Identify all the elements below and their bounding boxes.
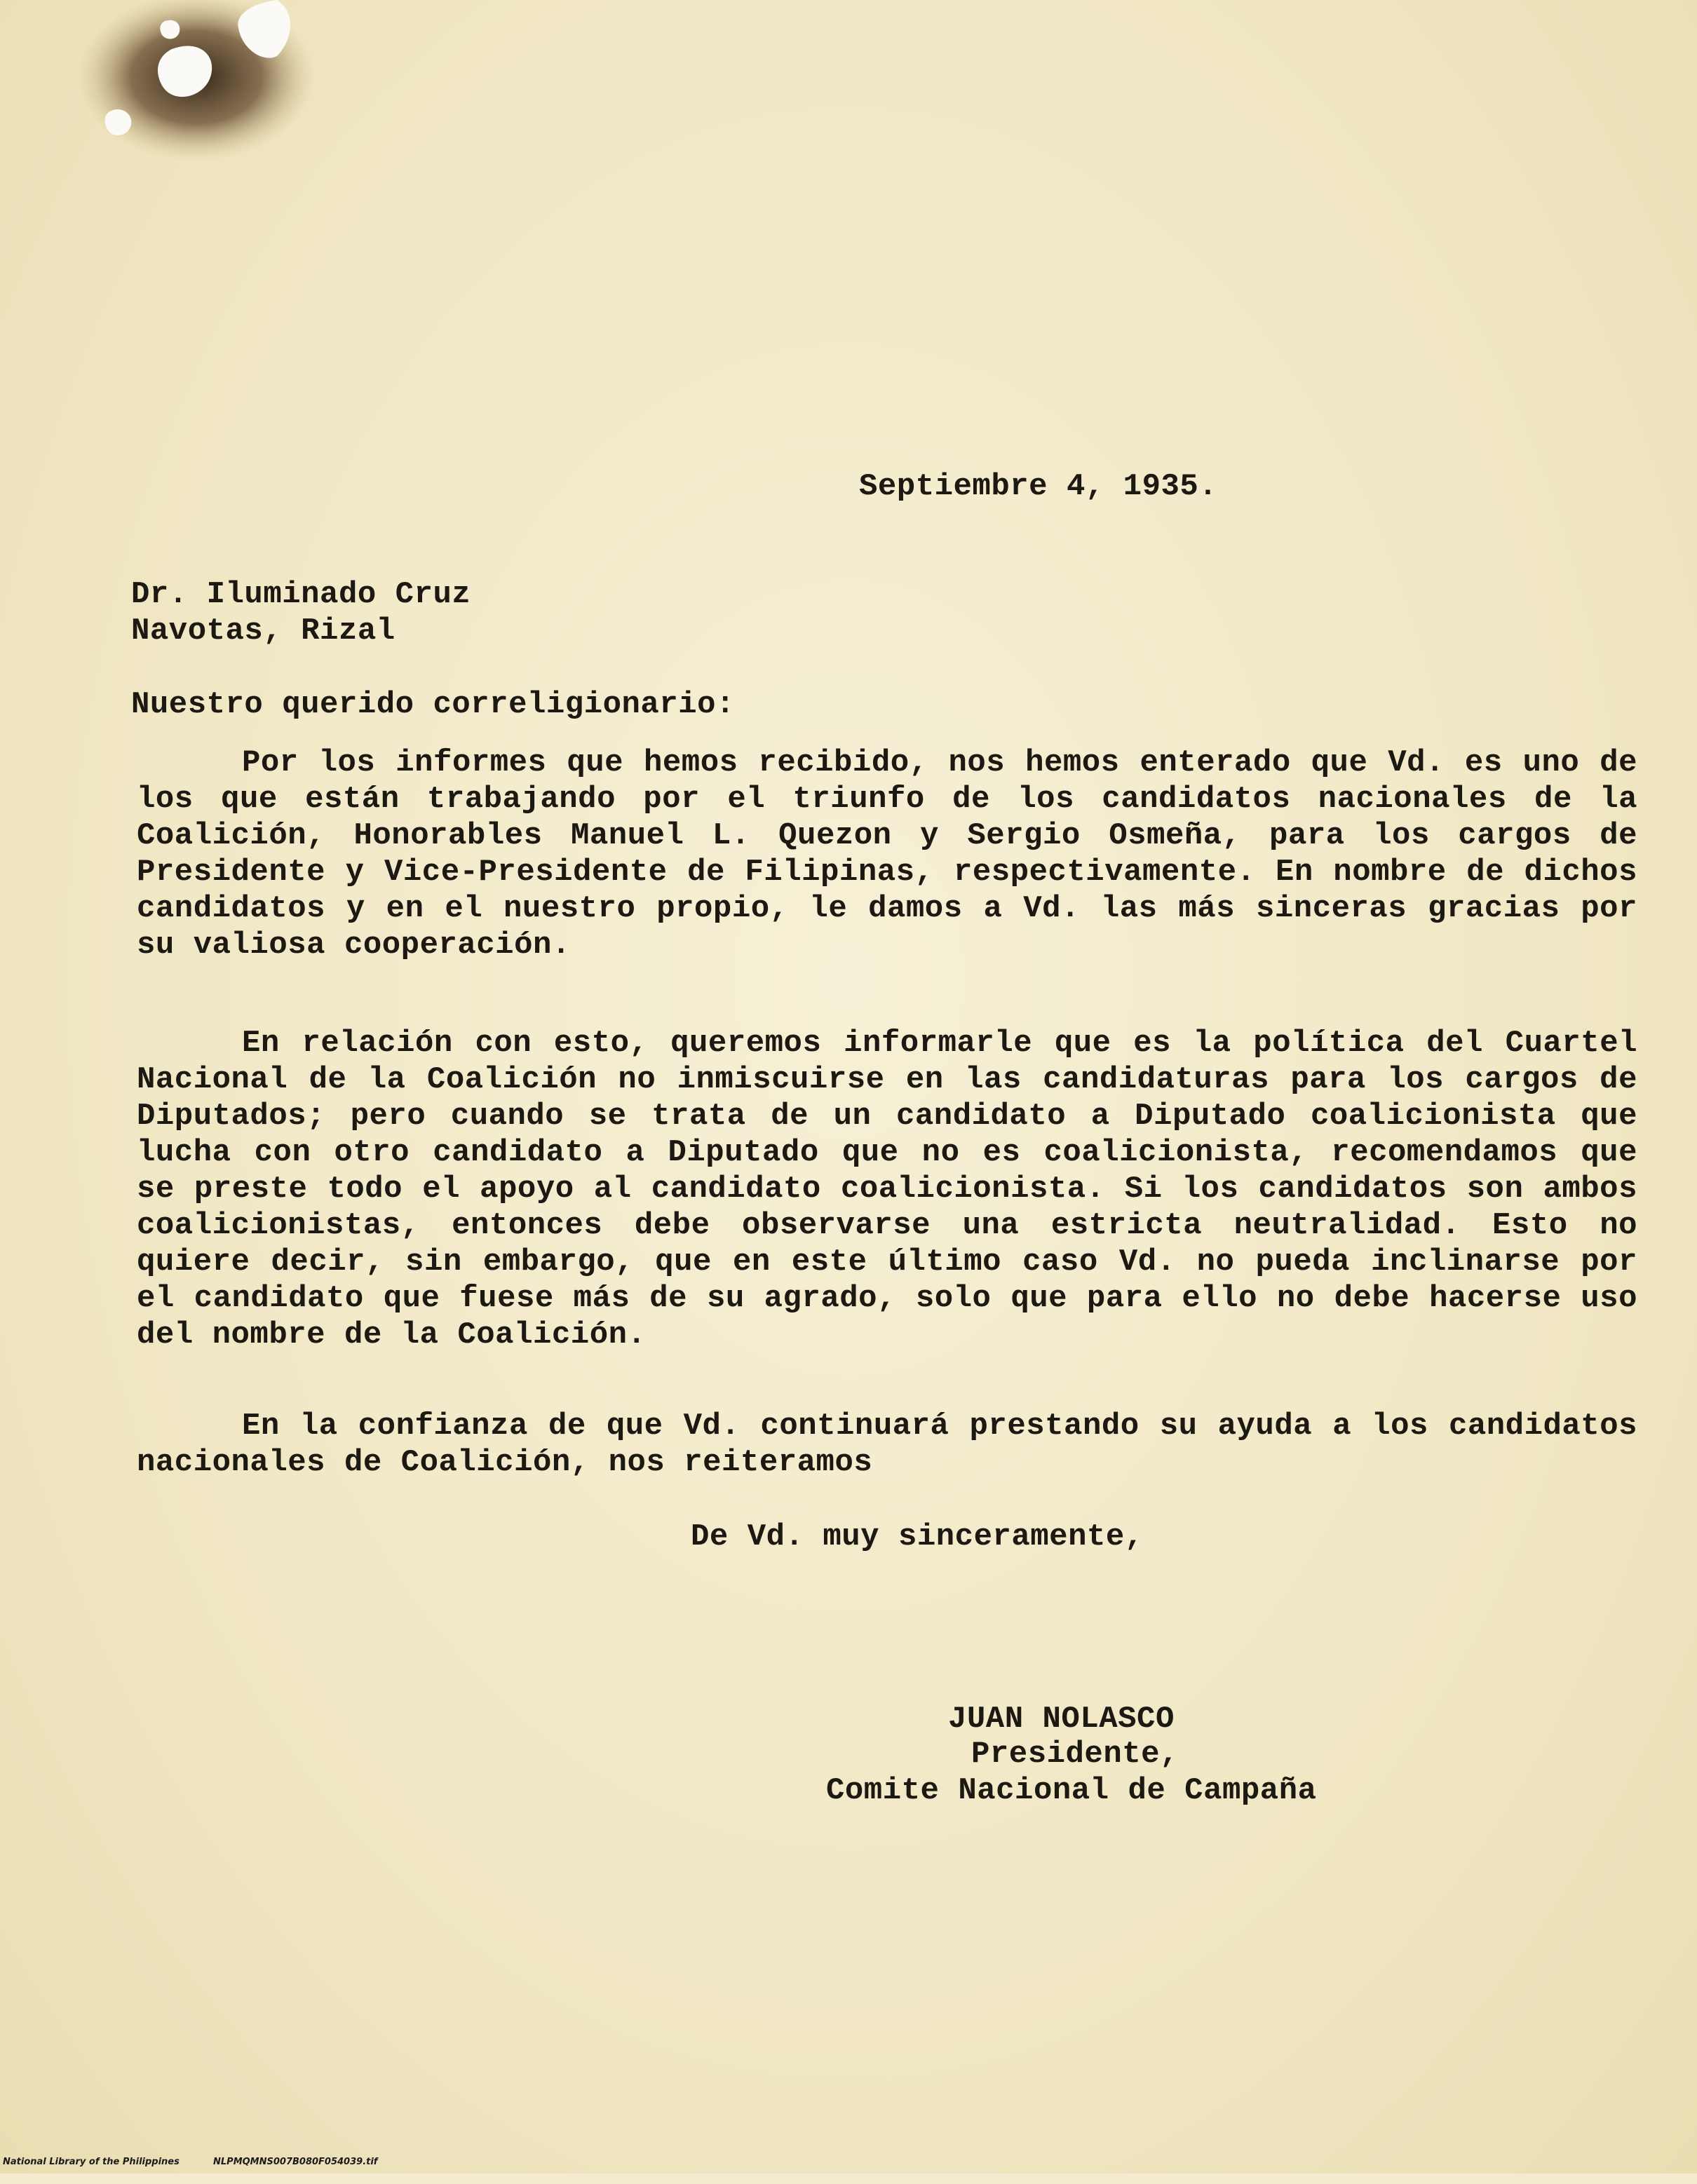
signature-title: Presidente, — [971, 1737, 1179, 1772]
recipient-name: Dr. Iluminado Cruz — [131, 577, 471, 612]
recipient-place: Navotas, Rizal — [131, 613, 395, 649]
salutation: Nuestro querido correligionario: — [131, 687, 735, 722]
closing: De Vd. muy sinceramente, — [691, 1519, 1144, 1554]
archive-footer — [3, 2152, 1697, 2171]
paragraph-2-text: En relación con esto, queremos informarle que es la política del Cuartel Nacional de la Coalición no inmiscuirse en las candidaturas para los cargos de Diputados; pero cuando se trata de un candidato a Diputado coalicionista que lucha con otro candidato a Diputado que no es coalicionista, recomendamos que se preste todo el apoyo al candidato coalicionista. Si los candidatos son ambos coalicionistas, entonces debe observarse una estricta neutralidad. Esto no quiere decir, sin embargo, que en este último caso Vd. no pueda inclinarse por el candidato que fuese más de su agrado, solo que para ello no debe hacerse uso del nombre de la Coalición. — [137, 1026, 1637, 1352]
signature-organization: Comite Nacional de Campaña — [826, 1773, 1317, 1808]
paragraph-3 — [137, 1408, 1637, 1481]
paragraph-2 — [137, 1025, 1637, 1353]
paragraph-1-text: Por los informes que hemos recibido, nos hemos enterado que Vd. es uno de los que están trabajando por el triunfo de los candidatos nacionales de la Coalición, Honorables Manuel L. Quezon y Sergio Osmeña, para los cargos de Presidente y Vice-Presidente de Filipinas, respectivamente. En nombre de dichos candidatos y en el nuestro propio, le damos a Vd. las más sinceras gracias por su valiosa cooperación. — [137, 745, 1637, 963]
signature-name: JUAN NOLASCO — [948, 1702, 1175, 1737]
footer-file-code: NLPMQMNS007B080F054039.tif — [213, 2157, 378, 2167]
paragraph-1 — [137, 745, 1637, 963]
letter-date: Septiembre 4, 1935. — [859, 469, 1218, 504]
paragraph-3-text: En la confianza de que Vd. continuará prestando su ayuda a los candidatos nacionales de Coalición, nos reiteramos — [137, 1409, 1637, 1480]
footer-library: National Library of the Philippines — [3, 2157, 180, 2167]
